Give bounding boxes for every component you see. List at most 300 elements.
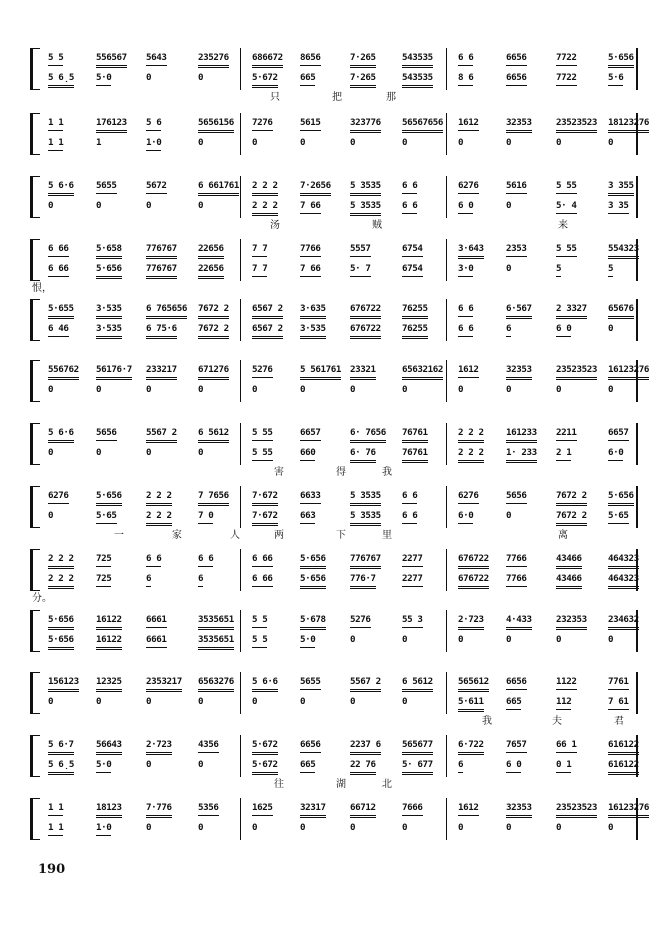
note-group: 1 1 [48,802,63,816]
note-group: 6 765656 [146,303,187,319]
note-group: 7766 [506,573,527,587]
note-group: 5·655 [48,303,74,319]
note-group: 0 [350,634,356,645]
note-group: 0 [506,822,512,833]
note-group: 5643 [146,52,167,66]
note-group: 5·656 [608,490,634,506]
note-group: 66712 [350,802,376,818]
note-group: 6 46 [48,323,69,337]
note-group: 55 3 [402,614,423,628]
note-group: 5· 7 [350,263,371,277]
barline [446,113,447,155]
note-group: 0 [48,696,54,707]
note-group: 6661 [146,634,167,648]
note-group: 6· 76 [350,447,376,463]
note-group: 5·0 [96,759,111,773]
lyric-syllable: 来 [558,220,568,231]
note-group: 232353 [556,614,587,630]
lyric-syllable: 家 [172,530,182,541]
note-group: 3·535 [96,303,122,319]
note-group: 1612 [458,117,479,131]
note-group: 6 [506,323,511,337]
score-system [30,180,638,231]
note-group: 665 [300,759,315,773]
note-group: 6· 7656 [350,427,386,443]
lyric-syllable: 夫 [552,716,562,727]
note-group: 676722 [350,303,381,319]
note-group: 6 66 [48,243,69,257]
note-group: 7·265 [350,72,376,88]
page-number: 190 [38,862,66,877]
note-group: 0 [402,137,408,148]
note-group: 0 [48,510,54,521]
system-brace [30,113,40,155]
barline [240,423,241,465]
note-group: 7 61 [608,696,629,710]
note-group: 23523523 [556,802,597,818]
note-group: 233217 [146,364,177,380]
note-group: 6656 [300,739,321,753]
note-group: 0 [198,759,204,770]
barline [636,48,638,90]
note-group: 5 6̣5 [48,759,74,775]
note-group: 0 1 [556,759,571,773]
barline [240,672,241,714]
score-system [30,802,650,836]
lyric-syllable: 我 [382,467,392,478]
note-group: 65676 [608,303,634,319]
note-group: 7672 2 [556,490,587,506]
note-group: 32353 [506,802,532,818]
note-group: 5 3535 [350,490,381,506]
note-group: 5·672 [252,72,278,88]
note-group: 76761 [402,427,428,443]
note-group: 5557 [350,243,371,257]
note-group: 66 1 [556,739,577,753]
note-group: 6 66 [252,553,273,567]
note-group: 7·265 [350,52,376,68]
note-group: 0 [198,822,204,833]
note-group: 5 55 [252,427,273,441]
note-group: 7·2656 [300,180,331,196]
barline [446,176,447,218]
note-group: 6567 2 [252,323,283,339]
lyric-syllable: 北 [382,779,392,790]
note-group: 0 [48,447,54,458]
note-group: 6·0 [458,510,473,524]
note-group: 5 3535 [350,180,381,196]
lyric-syllable: 把 [332,92,342,103]
note-group: 6 66 [252,573,273,587]
note-group: 7672 2 [556,510,587,526]
lyric-syllable: 离 [558,530,568,541]
note-group: 464323 [608,553,639,569]
note-group: 0 [198,137,204,148]
note-group: 0 [350,696,356,707]
note-group: 5·65 [96,510,117,524]
note-group: 2 2 2 [252,200,278,216]
note-group: 616122 [608,759,639,775]
lyric-syllable: 我 [482,716,492,727]
note-group: 5 6·6 [48,180,74,196]
note-group: 2 2 2 [48,573,74,589]
note-group: 323776 [350,117,381,133]
system-brace [30,610,40,652]
note-group: 5·672 [252,759,278,775]
lyric-syllable: 那 [386,92,396,103]
note-group: 6276 [48,490,69,504]
note-group: 6567 2 [252,303,283,319]
note-group: 18123 [96,802,122,818]
note-group: 6 5612 [402,676,433,692]
note-group: 32317 [300,802,326,818]
note-group: 7 7 [252,263,267,277]
note-group: 2 3327 [556,303,587,319]
note-group: 0 [300,137,306,148]
note-group: 5615 [300,117,321,131]
note-group: 23523523 [556,364,597,380]
note-group: 5 3535 [350,200,381,216]
barline [446,672,447,714]
note-group: 0 [198,200,204,211]
note-group: 0 [556,634,562,645]
note-group: 0 [96,384,102,395]
note-group: 5· 4 [556,200,577,214]
note-group: 7·672 [252,490,278,506]
barline [446,239,447,281]
note-group: 5 6·7 [48,739,74,755]
note-group: 7766 [300,243,321,257]
note-group: 112 [556,696,571,710]
note-group: 7 66 [300,263,321,277]
note-group: 5 6̣5 [48,72,74,88]
note-group: 6 6 [402,200,417,214]
note-group: 676722 [458,573,489,589]
lyric-syllable: 恨， [32,283,52,294]
note-group: 0 [608,822,614,833]
note-group: 234632 [608,614,639,630]
system-brace [30,360,40,402]
note-group: 76255 [402,323,428,339]
note-group: 6 6 [146,553,161,567]
note-group: 5·656 [96,490,122,506]
note-group: 6 75·6 [146,323,177,339]
note-group: 3535651 [198,634,234,650]
lyric-syllable: 贼 [372,220,382,231]
note-group: 6 661761 [198,180,239,196]
note-group: 6276 [458,180,479,194]
note-group: 0 [146,759,152,770]
barline [446,299,447,341]
note-group: 565677 [402,739,433,755]
system-brace [30,423,40,465]
note-group: 0 [506,510,512,521]
note-group: 5 561761 [300,364,341,380]
note-group: 5 55 [252,447,273,461]
lyric-syllable: 只 [270,92,280,103]
note-group: 6 5612 [198,427,229,443]
note-group: 3535651 [198,614,234,630]
note-group: 0 [350,137,356,148]
note-group: 7·776 [146,802,172,818]
system-brace [30,48,40,90]
note-group: 0 [506,137,512,148]
score-system [30,676,638,727]
system-brace [30,239,40,281]
note-group: 0 [146,72,152,83]
barline [636,423,638,465]
score-system [30,52,638,103]
system-brace [30,735,40,777]
note-group: 2353 [506,243,527,257]
note-group: 76761 [402,447,428,463]
note-group: 6 6 [402,510,417,524]
barline [636,299,638,341]
note-group: 6633 [300,490,321,504]
note-group: 5 6·6 [48,427,74,443]
note-group: 4·433 [506,614,532,630]
note-group: 7 0 [198,510,213,524]
lyric-syllable: 汤 [270,220,280,231]
note-group: 5 6·6 [252,676,278,692]
barline [240,299,241,341]
note-group: 2 2 2 [458,447,484,463]
note-group: 616122 [608,739,639,755]
note-group: 6754 [402,243,423,257]
note-group: 776767 [146,243,177,259]
note-group: 776·7 [350,573,376,589]
barline [636,672,638,714]
note-group: 3·643 [458,243,484,259]
note-group: 686672 [252,52,283,68]
note-group: 5·6 [608,72,623,86]
note-group: 7722 [556,72,577,86]
note-group: 22656 [198,263,224,279]
note-group: 6 6 [402,490,417,504]
note-group: 0 [252,822,258,833]
note-group: 4356 [198,739,219,753]
note-group: 161233 [506,427,537,443]
note-group: 5 5 [252,614,267,628]
note-group: 0 [608,634,614,645]
note-group: 2 2 2 [146,510,172,526]
note-group: 776767 [350,553,381,569]
note-group: 554323 [608,243,639,259]
barline [446,423,447,465]
lyric-syllable: 往 [274,779,284,790]
note-group: 8656 [300,52,321,66]
note-group: 776767 [146,263,177,279]
note-group: 0 [252,137,258,148]
note-group: 2 1 [556,447,571,461]
note-group: 0 [252,384,258,395]
note-group: 0 [458,384,464,395]
note-group: 5· 677 [402,759,433,775]
note-group: 5·678 [300,614,326,630]
note-group: 5 6 [146,117,161,131]
note-group: 556567 [96,52,127,68]
note-group: 6 6 [458,52,473,66]
note-group: 543535 [402,72,433,88]
note-group: 7666 [402,802,423,816]
note-group: 676722 [350,323,381,339]
note-group: 16123276 [608,802,649,818]
note-group: 0 [458,822,464,833]
note-group: 6 [146,573,151,587]
note-group: 2 2 2 [458,427,484,443]
barline [240,360,241,402]
note-group: 5·658 [96,243,122,259]
note-group: 56567656 [402,117,443,133]
note-group: 0 [556,384,562,395]
note-group: 0 [506,384,512,395]
note-group: 7 7656 [198,490,229,506]
note-group: 0 [608,384,614,395]
note-group: 6·0 [608,447,623,461]
note-group: 1612 [458,364,479,378]
note-group: 1· 233 [506,447,537,463]
score-system [30,553,639,604]
note-group: 6·722 [458,739,484,755]
note-group: 56176·7 [96,364,132,380]
note-group: 1122 [556,676,577,690]
barline [446,798,447,840]
system-brace [30,486,40,528]
note-group: 5656 [506,490,527,504]
note-group: 0 [402,384,408,395]
note-group: 6754 [402,263,423,277]
note-group: 2·723 [146,739,172,755]
note-group: 464323 [608,573,639,589]
barline [240,735,241,777]
note-group: 0 [458,137,464,148]
note-group: 0 [556,137,562,148]
barline [636,486,638,528]
barline [240,113,241,155]
note-group: 1 1 [48,117,63,131]
note-group: 7·672 [252,510,278,526]
note-group: 5356 [198,802,219,816]
note-group: 2237 6 [350,739,381,755]
note-group: 176123 [96,117,127,133]
note-group: 2 2 2 [252,180,278,196]
system-brace [30,176,40,218]
note-group: 5616 [506,180,527,194]
note-group: 0 [608,137,614,148]
score-system [30,614,638,648]
note-group: 56643 [96,739,122,755]
note-group: 665 [506,696,521,710]
note-group: 5·656 [48,614,74,630]
note-group: 3·535 [300,323,326,339]
note-group: 76255 [402,303,428,319]
score-system [30,243,639,294]
note-group: 0 [96,696,102,707]
note-group: 0 [146,384,152,395]
note-group: 3 35 [608,200,629,214]
note-group: 0 [48,384,54,395]
note-group: 7672 2 [198,303,229,319]
note-group: 5·65 [608,510,629,524]
system-brace [30,798,40,840]
note-group: 22 76 [350,759,376,775]
note-group: 32353 [506,117,532,133]
note-group: 6657 [608,427,629,441]
note-group: 5567 2 [146,427,177,443]
note-group: 1 1 [48,822,63,836]
note-group: 6 0 [458,200,473,214]
note-group: 6563276 [198,676,234,692]
note-group: 543535 [402,52,433,68]
lyric-syllable: 里 [382,530,392,541]
score-system [30,303,638,337]
note-group: 6 6 [402,180,417,194]
note-group: 0 [402,634,408,645]
lyric-syllable: 分。 [32,593,52,604]
note-group: 565612 [458,676,489,692]
note-group: 6276 [458,490,479,504]
lyric-syllable: 一 [114,530,124,541]
note-group: 0 [146,822,152,833]
note-group: 5·656 [48,634,74,650]
note-group: 7722 [556,52,577,66]
barline [240,176,241,218]
note-group: 5 [608,263,613,277]
note-group: 0 [198,384,204,395]
note-group: 0 [198,696,204,707]
note-group: 663 [300,510,315,524]
note-group: 0 [506,634,512,645]
note-group: 5 55 [556,180,577,194]
note-group: 6 6 [198,553,213,567]
note-group: 0 [506,263,512,274]
barline [636,176,638,218]
note-group: 5·656 [300,553,326,569]
note-group: 7 66 [300,200,321,214]
barline [240,610,241,652]
note-group: 556762 [48,364,79,380]
note-group: 0 [608,323,614,334]
note-group: 0 [556,822,562,833]
note-group: 2 2 2 [48,553,74,569]
note-group: 5·0 [300,634,315,648]
lyric-syllable: 害 [274,467,284,478]
barline [240,798,241,840]
lyric-syllable: 君 [614,716,624,727]
barline [446,735,447,777]
score-system [30,490,638,541]
note-group: 5655 [96,180,117,194]
note-group: 5672 [146,180,167,194]
note-group: 0 [300,384,306,395]
note-group: 2·723 [458,614,484,630]
note-group: 1625 [252,802,273,816]
note-group: 6 0 [556,323,571,337]
note-group: 18123276 [608,117,649,133]
note-group: 5 3535 [350,510,381,526]
note-group: 6 6 [458,303,473,317]
note-group: 5·672 [252,739,278,755]
note-group: 1·0 [146,137,161,151]
note-group: 1 [96,137,102,148]
note-group: 0 [402,696,408,707]
barline [446,486,447,528]
note-group: 0 [300,696,306,707]
note-group: 5656 [96,427,117,441]
note-group: 0 [402,822,408,833]
barline [446,610,447,652]
note-group: 0 [350,384,356,395]
